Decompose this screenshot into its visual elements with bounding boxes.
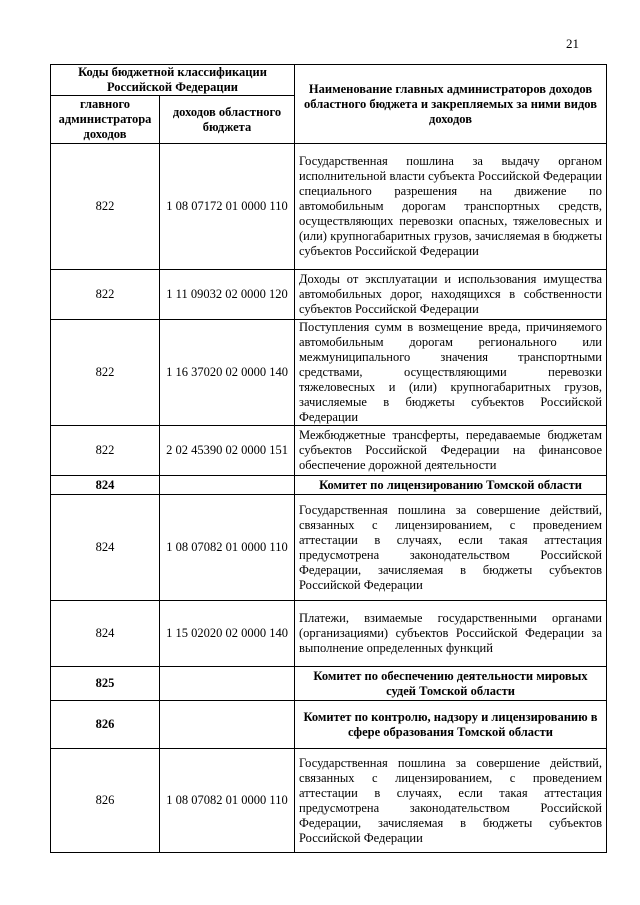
table-row [51,495,607,601]
header-admin-column: главного администратора доходов [51,96,160,144]
table-row [51,320,607,426]
income-name-cell: Государственная пошлина за выдачу органом исполнительной власти субъекта Российской Федерации специального разрешения на движение по автомобильным дорогам транспортных средств, осуществляющих перевозки опасных, тяжеловесных и (или) крупногабаритных грузов, зачисляемая в бюджеты субъектов Российской Федерации [295,144,607,270]
income-code-cell: 1 08 07082 01 0000 110 [160,495,295,601]
income-name-cell: Поступления сумм в возмещение вреда, причиняемого автомобильным дорогам регионального или межмуниципального значения транспортными средствами, осуществляющими перевозки тяжеловесных и (или) крупногабаритных грузов, зачисляемые в бюджеты субъектов Российской Федерации [295,320,607,426]
admin-code-cell: 822 [51,320,160,426]
income-name-cell: Межбюджетные трансферты, передаваемые бюджетам субъектов Российской Федерации на финансовое обеспечение дорожной деятельности [295,426,607,476]
table-row [51,701,607,749]
header-income-column: доходов областного бюджета [160,96,295,144]
admin-code-cell: 826 [51,701,160,749]
committee-name-cell: Комитет по обеспечению деятельности мировых судей Томской области [295,667,607,701]
table-body [51,144,607,853]
income-code-cell: 1 08 07172 01 0000 110 [160,144,295,270]
table-row [51,426,607,476]
income-code-cell: 1 08 07082 01 0000 110 [160,749,295,853]
income-code-cell: 1 16 37020 02 0000 140 [160,320,295,426]
admin-code-cell: 824 [51,476,160,495]
budget-classification-table [50,64,607,853]
committee-name-cell: Комитет по лицензированию Томской области [295,476,607,495]
income-code-cell [160,701,295,749]
admin-code-cell: 822 [51,426,160,476]
income-name-cell: Государственная пошлина за совершение действий, связанных с лицензированием, с проведением аттестации в случаях, если такая аттестация предусмотрена законодательством Российской Федерации, зачисляемая в бюджеты субъектов Российской Федерации [295,495,607,601]
table-row [51,667,607,701]
table-row [51,476,607,495]
header-group-title: Коды бюджетной классификации Российской Федерации [51,65,295,96]
income-code-cell [160,476,295,495]
table-row [51,749,607,853]
table-row [51,601,607,667]
income-code-cell: 2 02 45390 02 0000 151 [160,426,295,476]
admin-code-cell: 822 [51,270,160,320]
income-name-cell: Доходы от эксплуатации и использования имущества автомобильных дорог, находящихся в собственности субъектов Российской Федерации [295,270,607,320]
header-name-column: Наименование главных администраторов доходов областного бюджета и закрепляемых за ними видов доходов [295,65,607,144]
income-code-cell [160,667,295,701]
admin-code-cell: 825 [51,667,160,701]
income-code-cell: 1 15 02020 02 0000 140 [160,601,295,667]
income-name-cell: Платежи, взимаемые государственными органами (организациями) субъектов Российской Федерации за выполнение определенных функций [295,601,607,667]
income-name-cell: Государственная пошлина за совершение действий, связанных с лицензированием, с проведением аттестации в случаях, если такая аттестация предусмотрена законодательством Российской Федерации, зачисляемая в бюджеты субъектов Российской Федерации [295,749,607,853]
admin-code-cell: 824 [51,601,160,667]
page-number: 21 [566,36,579,51]
table-row [51,144,607,270]
admin-code-cell: 826 [51,749,160,853]
admin-code-cell: 822 [51,144,160,270]
table-row [51,270,607,320]
committee-name-cell: Комитет по контролю, надзору и лицензированию в сфере образования Томской области [295,701,607,749]
admin-code-cell: 824 [51,495,160,601]
income-code-cell: 1 11 09032 02 0000 120 [160,270,295,320]
